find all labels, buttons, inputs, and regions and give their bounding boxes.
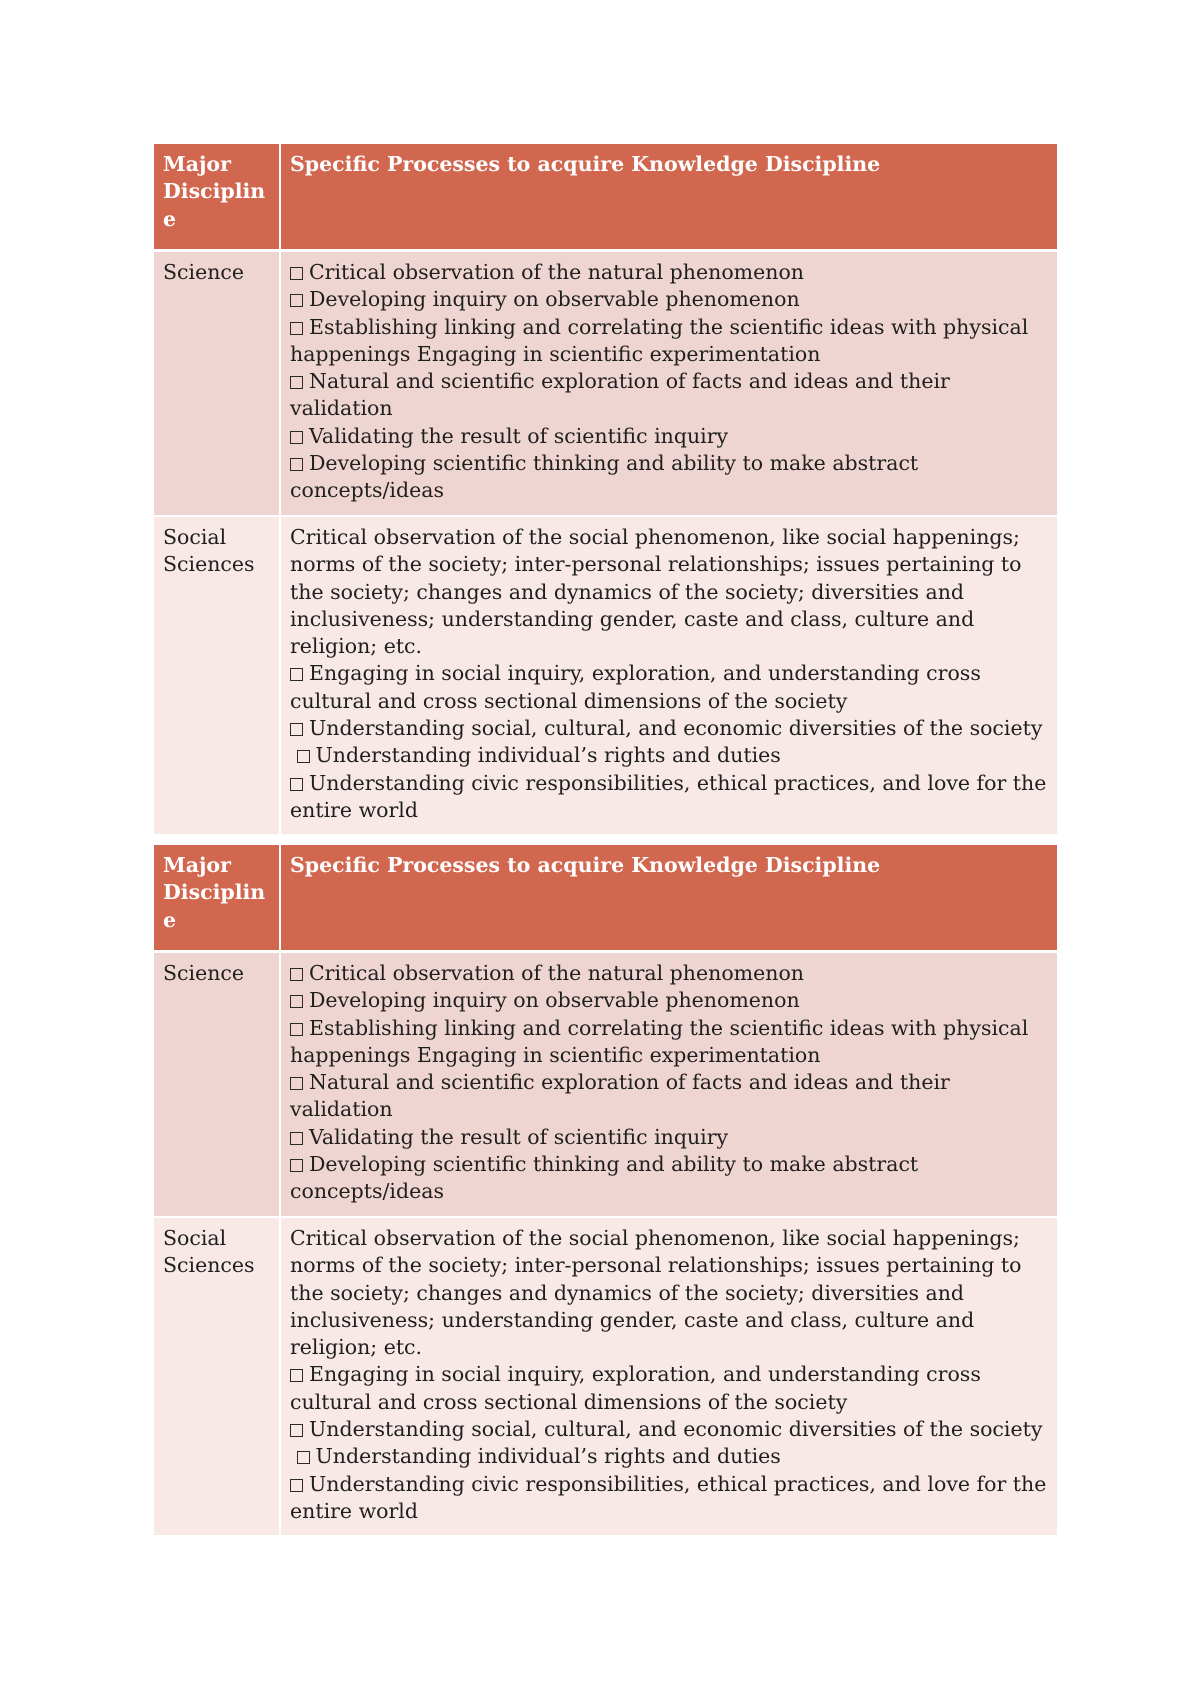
checkbox-icon (290, 1023, 303, 1036)
checkbox-icon (297, 1451, 310, 1464)
list-item: Developing scientific thinking and ability to make abstract concepts/ideas (290, 451, 919, 503)
checkbox-icon (290, 1479, 303, 1492)
list-item: Establishing linking and correlating the scientific ideas with physical happenings Engaging in scientific experimentation (290, 314, 1029, 366)
checkbox-icon (290, 294, 303, 307)
checkbox-icon (290, 995, 303, 1008)
checkbox-icon (290, 1369, 303, 1382)
list-item: Understanding individual’s rights and duties (290, 742, 1048, 769)
list-item: Engaging in social inquiry, exploration, and understanding cross cultural and cross sectional dimensions of the society (290, 1362, 981, 1414)
checkbox-icon (290, 1077, 303, 1090)
table-header-row (154, 845, 1057, 953)
header-specific-processes: Specific Processes to acquire Knowledge Discipline (281, 845, 1057, 953)
list-item: Understanding civic responsibilities, ethical practices, and love for the entire world (290, 770, 1047, 822)
table-row-science (154, 953, 1057, 1218)
table-row-social-sciences (154, 1218, 1057, 1535)
list-item: Validating the result of scientific inquiry (290, 1124, 1048, 1151)
checkbox-icon (290, 1424, 303, 1437)
table-header-row (154, 144, 1057, 252)
science-processes-cell (281, 252, 1057, 517)
list-item: Establishing linking and correlating the scientific ideas with physical happenings Engaging in scientific experimentation (290, 1015, 1029, 1067)
list-item: Validating the result of scientific inquiry (290, 423, 1048, 450)
checkbox-icon (290, 778, 303, 791)
processes-table-1 (154, 144, 1057, 834)
discipline-label-social-sciences: Social Sciences (154, 517, 281, 834)
header-major-discipline: Major Disciplin e (154, 845, 281, 953)
header-major-discipline: Major Disciplin e (154, 144, 281, 252)
checkbox-icon (290, 376, 303, 389)
checkbox-icon (290, 668, 303, 681)
checkbox-icon (290, 458, 303, 471)
checkbox-icon (290, 431, 303, 444)
list-item: Critical observation of the natural phenomenon (290, 960, 1048, 987)
social-processes-cell (281, 1218, 1057, 1535)
checkbox-icon (297, 750, 310, 763)
social-intro-text: Critical observation of the social phenomenon, like social happenings; norms of the society; inter-personal relationships; issues pertaining to the society; changes and dynamics of the society; diversities and inclusiveness; understanding gender, caste and class, culture and religion; etc. (290, 525, 1022, 659)
table-row-science (154, 252, 1057, 517)
list-item: Understanding individual’s rights and duties (290, 1443, 1048, 1470)
checkbox-icon (290, 322, 303, 335)
list-item: Understanding civic responsibilities, ethical practices, and love for the entire world (290, 1471, 1047, 1523)
header-specific-processes: Specific Processes to acquire Knowledge Discipline (281, 144, 1057, 252)
social-processes-cell (281, 517, 1057, 834)
list-item: Natural and scientific exploration of facts and ideas and their validation (290, 369, 950, 421)
processes-table-2 (154, 845, 1057, 1535)
list-item: Understanding social, cultural, and economic diversities of the society (290, 715, 1048, 742)
science-processes-cell (281, 953, 1057, 1218)
list-item: Developing inquiry on observable phenomenon (290, 987, 1048, 1014)
checkbox-icon (290, 1159, 303, 1172)
discipline-label-science: Science (154, 953, 281, 1218)
social-intro-text: Critical observation of the social phenomenon, like social happenings; norms of the society; inter-personal relationships; issues pertaining to the society; changes and dynamics of the society; diversities and inclusiveness; understanding gender, caste and class, culture and religion; etc. (290, 1226, 1022, 1360)
checkbox-icon (290, 1132, 303, 1145)
checkbox-icon (290, 968, 303, 981)
list-item: Natural and scientific exploration of facts and ideas and their validation (290, 1070, 950, 1122)
list-item: Engaging in social inquiry, exploration, and understanding cross cultural and cross sectional dimensions of the society (290, 661, 981, 713)
list-item: Developing scientific thinking and ability to make abstract concepts/ideas (290, 1152, 919, 1204)
checkbox-icon (290, 723, 303, 736)
table-row-social-sciences (154, 517, 1057, 834)
checkbox-icon (290, 267, 303, 280)
discipline-label-social-sciences: Social Sciences (154, 1218, 281, 1535)
list-item: Understanding social, cultural, and economic diversities of the society (290, 1416, 1048, 1443)
list-item: Critical observation of the natural phenomenon (290, 259, 1048, 286)
discipline-label-science: Science (154, 252, 281, 517)
list-item: Developing inquiry on observable phenomenon (290, 286, 1048, 313)
